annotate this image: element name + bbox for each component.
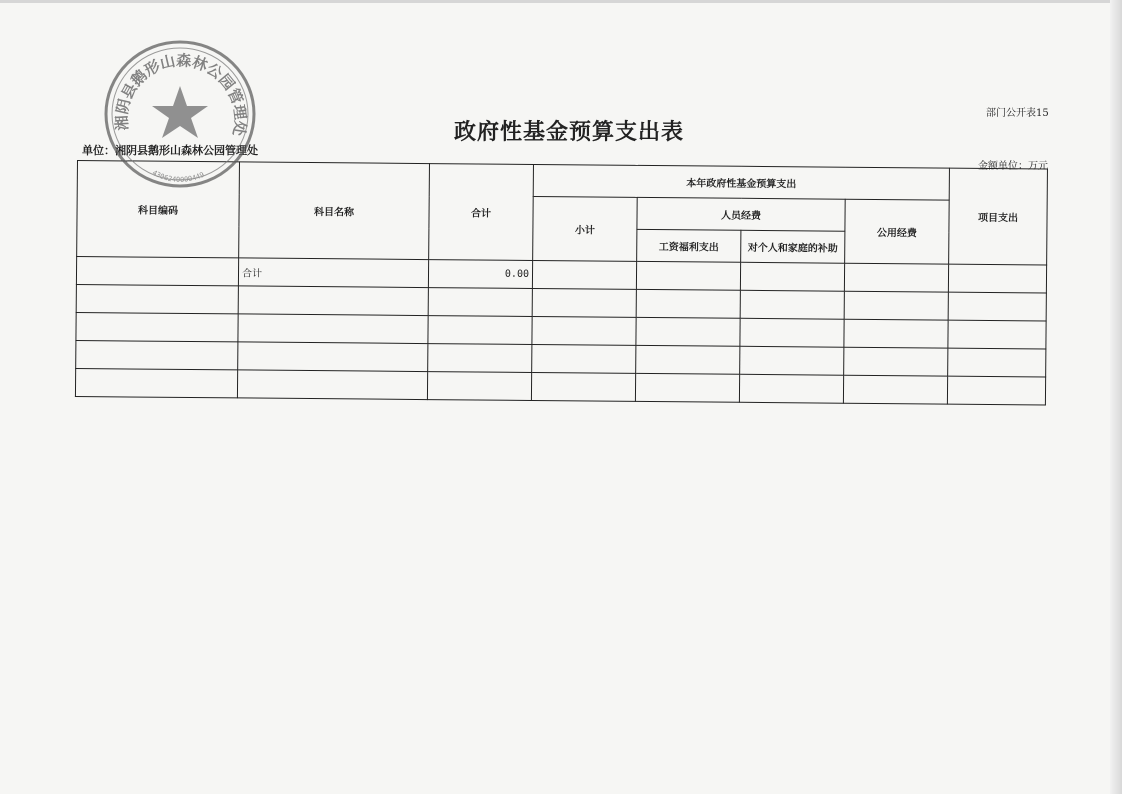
amount-unit-label: 金额单位：万元 bbox=[978, 161, 1048, 172]
header-total: 合计 bbox=[429, 164, 534, 261]
official-seal bbox=[102, 38, 258, 190]
budget-table bbox=[75, 160, 1048, 405]
cell-family-subsidy bbox=[740, 346, 844, 375]
seal-serial: 4306240000449 bbox=[150, 168, 206, 184]
header-subtotal: 小计 bbox=[533, 196, 638, 261]
header-wages: 工资福利支出 bbox=[637, 229, 741, 262]
cell-code bbox=[75, 368, 237, 397]
cell-name bbox=[238, 342, 428, 372]
cell-subtotal bbox=[532, 260, 636, 289]
page-title: 政府性基金预算支出表 bbox=[454, 119, 685, 145]
cell-wages bbox=[636, 345, 740, 374]
cell-code bbox=[76, 340, 238, 369]
cell-wages bbox=[636, 289, 740, 318]
unit-label: 单位：湘阴县鹅形山森林公园管理处 bbox=[82, 144, 258, 157]
cell-name: 合计 bbox=[238, 258, 428, 288]
cell-code bbox=[76, 257, 238, 286]
cell-total: 0.00 bbox=[428, 260, 532, 289]
cell-family-subsidy bbox=[740, 262, 844, 291]
header-family-subsidy: 对个人和家庭的补助 bbox=[741, 230, 845, 263]
header-code: 科目编码 bbox=[77, 161, 240, 258]
header-name: 科目名称 bbox=[239, 162, 430, 260]
cell-project bbox=[947, 376, 1045, 405]
page-right-edge bbox=[1110, 0, 1122, 794]
cell-name bbox=[237, 370, 427, 400]
cell-total bbox=[428, 344, 532, 373]
cell-project bbox=[948, 348, 1046, 377]
seal-star-icon bbox=[152, 86, 208, 138]
cell-total bbox=[427, 372, 531, 401]
cell-wages bbox=[636, 317, 740, 346]
header-personnel-group: 人员经费 bbox=[637, 197, 845, 231]
cell-subtotal bbox=[532, 316, 636, 345]
cell-public-funds bbox=[844, 347, 948, 376]
cell-wages bbox=[635, 373, 739, 402]
cell-total bbox=[428, 288, 532, 317]
cell-project bbox=[948, 320, 1046, 349]
cell-wages bbox=[636, 261, 740, 290]
header-public-funds: 公用经费 bbox=[845, 199, 950, 264]
form-number: 部门公开表15 bbox=[986, 108, 1049, 119]
cell-name bbox=[238, 286, 428, 316]
cell-subtotal bbox=[532, 344, 636, 373]
seal-text: 湘阴县鹅形山森林公园管理处 bbox=[112, 51, 250, 138]
cell-public-funds bbox=[844, 319, 948, 348]
cell-public-funds bbox=[844, 291, 948, 320]
cell-public-funds bbox=[843, 375, 947, 404]
cell-family-subsidy bbox=[739, 374, 843, 403]
header-current-year-group: 本年政府性基金预算支出 bbox=[533, 164, 949, 200]
cell-public-funds bbox=[844, 263, 948, 292]
cell-subtotal bbox=[531, 372, 635, 401]
page-top-edge bbox=[0, 0, 1122, 3]
cell-subtotal bbox=[532, 288, 636, 317]
cell-total bbox=[428, 316, 532, 345]
table-wrapper bbox=[75, 160, 1047, 422]
cell-name bbox=[238, 314, 428, 344]
cell-family-subsidy bbox=[740, 290, 844, 319]
cell-project bbox=[948, 264, 1046, 293]
header-project: 项目支出 bbox=[949, 168, 1048, 265]
cell-code bbox=[76, 284, 238, 313]
cell-family-subsidy bbox=[740, 318, 844, 347]
cell-code bbox=[76, 312, 238, 341]
cell-project bbox=[948, 292, 1046, 321]
